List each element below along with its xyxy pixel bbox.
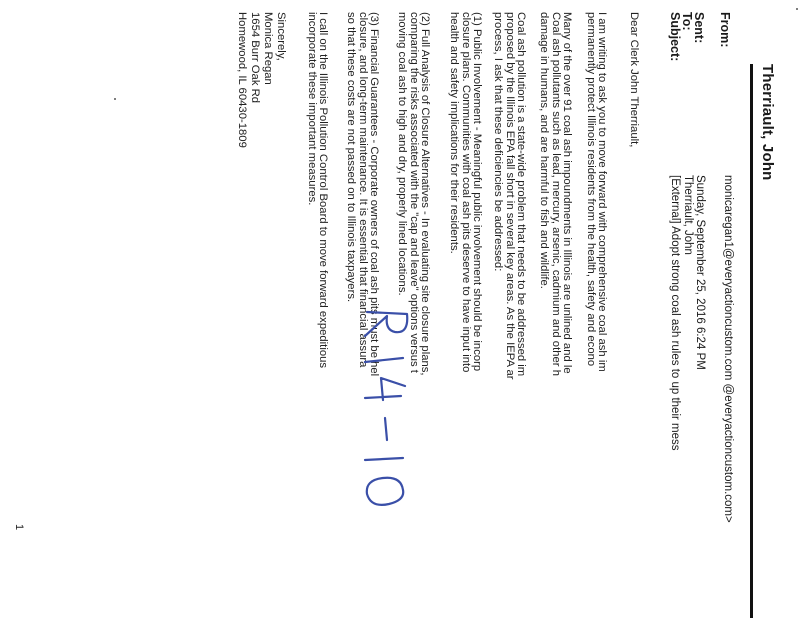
signature-address-line2: Homewood, IL 60430-1809 [236, 12, 248, 148]
sender-name-title: Therriault, John [759, 64, 776, 181]
subject-value: [External] Adopt strong coal ash rules to up their mess [669, 175, 681, 451]
from-value: monicaregan1@everyactioncustom.com @everyactioncustom.com> [722, 175, 734, 523]
scan-speck [114, 98, 116, 100]
title-rule [750, 64, 753, 618]
paragraph-call-to-action: I call on the Illinois Pollution Control Board to move forward expeditious incorporate these important measures. [305, 12, 329, 369]
subject-label: Subject: [668, 12, 682, 62]
to-value: Therriault, John [682, 175, 694, 255]
paragraph-public-involvement: (1) Public Involvement - Meaningful public involvement should be incorp closure plans. Communities with coal ash pits deserve to have input into health and safety implications for their residents. [448, 12, 483, 373]
sent-value: Sunday, September 25, 2016 6:24 PM [694, 175, 706, 370]
signature-name: Monica Regan [262, 12, 274, 85]
handwritten-docket-stamp [359, 300, 415, 530]
paragraph-statewide: Coal ash pollution is a state-wide problem that needs to be addressed im proposed by the Illinois EPA fall short in several key areas. As the IEPA ar process, I ask that these deficiencies be addressed: [492, 12, 527, 380]
signature-address-line1: 1654 Burr Oak Rd [249, 12, 261, 104]
greeting: Dear Clerk John Therriault, [628, 12, 640, 148]
sent-label: Sent: [692, 12, 706, 44]
scan-speck [796, 8, 798, 10]
paragraph-closure-alternatives: (2) Full Analysis of Closure Alternatives - In evaluating site closure plans, comparing the risks associated with the "cap and leave" options versus t moving coal ash to high and dry, properly lined locations. [396, 12, 431, 376]
signature-closing: Sincerely, [275, 12, 287, 61]
to-label: To: [680, 12, 694, 31]
from-label: From: [718, 12, 732, 48]
paragraph-financial-guarantees: (3) Financial Guarantees - Corporate owners of coal ash pits must be hel closure, and long-term maintenance. It is essential that financial assura so that these costs are not passed on to Illinois taxpayers. [345, 12, 380, 377]
paragraph-impoundments: Many of the over 91 coal ash impoundments in Illinois are unlined and le Coal ash pollutants such as lead, mercury, arsenic, cadmium and other h damage in humans, and are harmful to fish and wildlife. [538, 12, 573, 376]
paragraph-intro: I am writing to ask you to move forward with comprehensive coal ash im permanently protect Illinois residents from the health, safety and econo [584, 12, 608, 372]
page-number: 1 [13, 524, 25, 531]
